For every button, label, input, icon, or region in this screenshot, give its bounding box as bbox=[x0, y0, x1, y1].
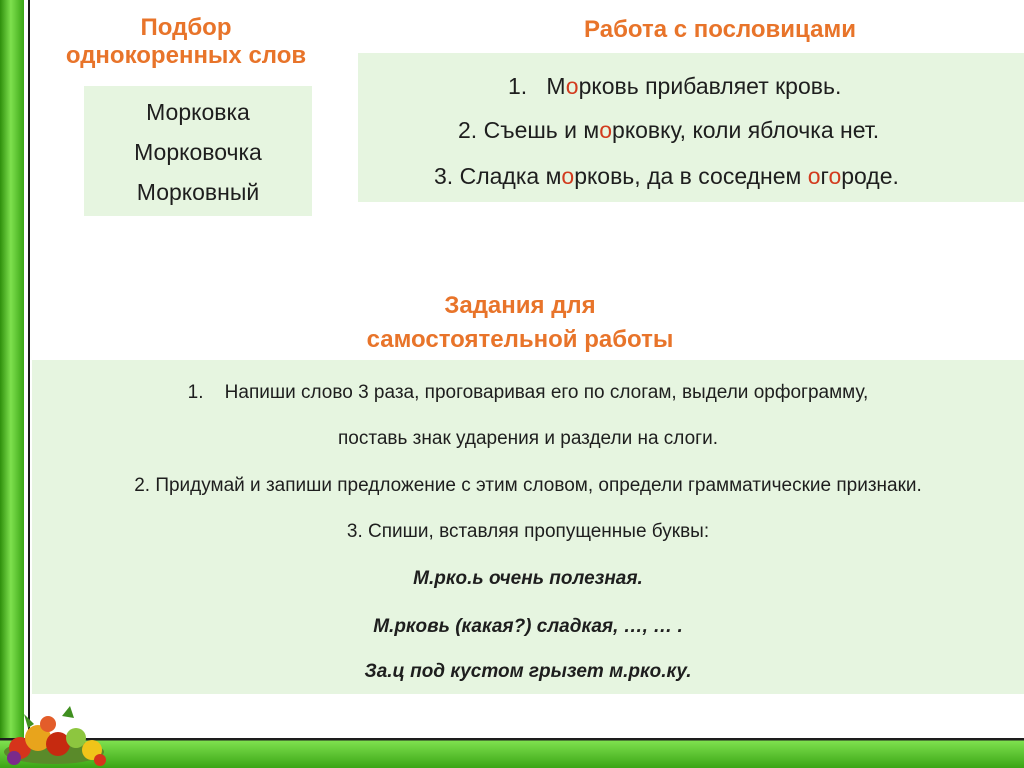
task-2: 2. Придумай и запиши предложение с этим словом, определи грамматические признаки. bbox=[134, 475, 922, 496]
root-word-item: Морковочка bbox=[134, 139, 262, 165]
proverb-item bbox=[458, 117, 879, 144]
root-word-item: Морковный bbox=[136, 179, 260, 205]
left-frame-bar bbox=[0, 0, 24, 768]
exercise-sentence: М.рко.ь очень полезная. bbox=[413, 568, 643, 589]
tasks-heading bbox=[320, 289, 720, 357]
task-1-number: 1. bbox=[187, 382, 204, 403]
root-word-item: Морковка bbox=[146, 99, 250, 125]
proverb-text: Сладка м bbox=[459, 163, 562, 189]
proverbs-panel bbox=[358, 53, 1024, 202]
root-words-heading-line1: Подбор bbox=[140, 14, 232, 41]
task-1-line-1 bbox=[32, 382, 1024, 404]
root-words-list bbox=[84, 86, 312, 212]
proverb-text: М bbox=[546, 73, 566, 99]
root-words-panel bbox=[84, 86, 312, 216]
proverb-text: рковь прибавляет кровь. bbox=[578, 73, 842, 99]
proverb-text: рковь, да в соседнем bbox=[574, 163, 808, 189]
task-1-text: Напиши слово 3 раза, проговаривая его по слогам, выдели орфограмму, bbox=[224, 382, 869, 403]
proverb-number: 2. bbox=[458, 117, 478, 143]
exercise-sentence: За.ц под кустом грызет м.рко.ку. bbox=[364, 661, 692, 682]
left-frame-line bbox=[28, 0, 30, 740]
tasks-panel bbox=[32, 360, 1024, 694]
proverb-highlight: о bbox=[599, 117, 613, 143]
vegetables-illustration-icon bbox=[0, 704, 108, 768]
proverb-number: 3. bbox=[434, 163, 454, 189]
root-words-heading bbox=[36, 14, 336, 70]
bottom-frame-bar bbox=[0, 738, 1024, 768]
root-words-heading-line2: однокоренных слов bbox=[65, 42, 307, 69]
proverb-highlight: о bbox=[561, 163, 575, 189]
proverb-item bbox=[508, 73, 841, 100]
proverb-text: рковку, коли яблочка нет. bbox=[612, 117, 880, 143]
tasks-heading-line1: Задания для bbox=[444, 292, 596, 319]
proverb-text: г bbox=[820, 163, 829, 189]
proverb-text: роде. bbox=[841, 163, 899, 189]
proverb-number: 1. bbox=[508, 73, 528, 99]
task-3: 3. Спиши, вставляя пропущенные буквы: bbox=[346, 521, 710, 542]
proverbs-heading: Работа с пословицами bbox=[584, 16, 856, 43]
proverb-text: Съешь и м bbox=[483, 117, 600, 143]
proverb-highlight: о bbox=[807, 163, 821, 189]
exercise-sentence: М.рковь (какая?) сладкая, …, … . bbox=[373, 616, 683, 637]
proverb-item bbox=[434, 163, 899, 190]
task-1-line-2: поставь знак ударения и раздели на слоги. bbox=[337, 428, 718, 449]
proverb-highlight: о bbox=[828, 163, 842, 189]
tasks-heading-line2: самостоятельной работы bbox=[366, 326, 674, 353]
proverb-highlight: о bbox=[565, 73, 579, 99]
